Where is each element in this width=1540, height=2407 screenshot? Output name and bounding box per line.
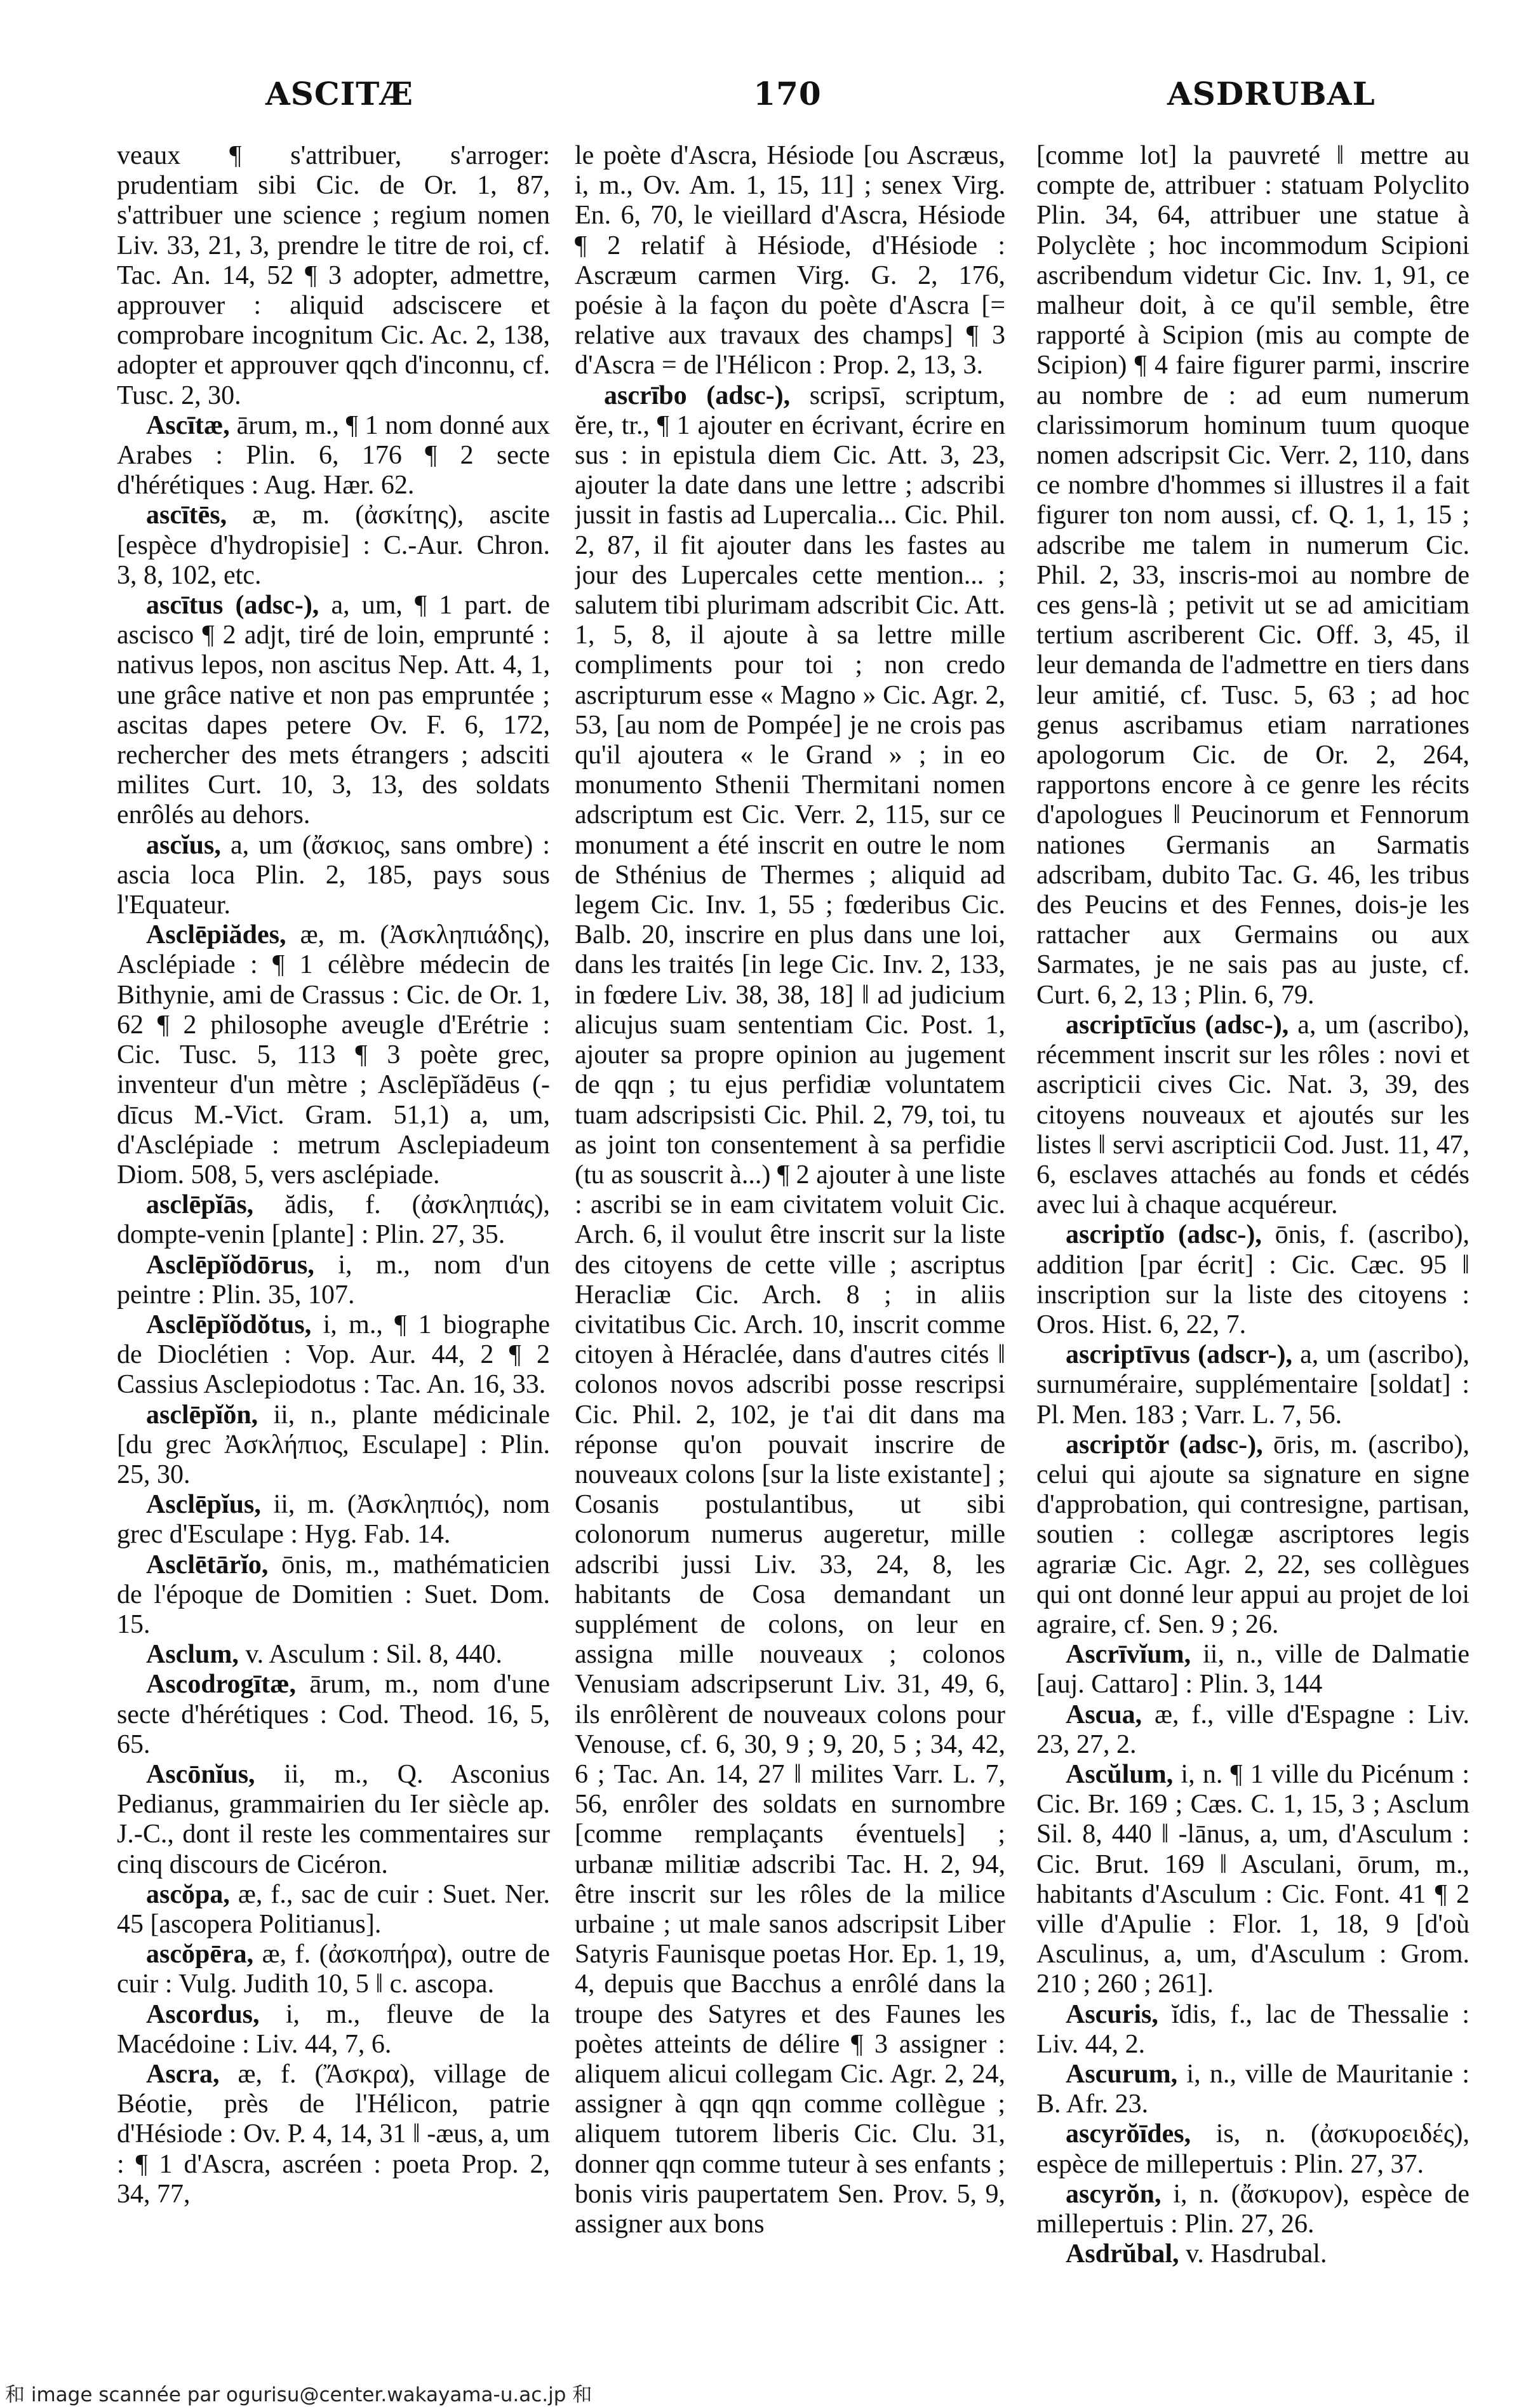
entry-continuation <box>575 141 1005 381</box>
entry-headword: ascyrŏn, <box>1066 2179 1162 2209</box>
page-number: 170 <box>753 75 822 112</box>
entry-headword: ascĭus, <box>146 830 221 860</box>
entry-text: i, m., fleuve de la Macédoine : Liv. 44, 7, 6. <box>117 1999 550 2059</box>
entry-continuation <box>117 141 550 411</box>
dictionary-entry <box>117 2060 550 2209</box>
entry-headword: ascītus (adsc-), <box>146 591 319 620</box>
entry-headword: ascriptŏr (adsc-), <box>1066 1430 1263 1459</box>
dictionary-entry <box>117 1760 550 1880</box>
entry-text: [comme lot] la pauvreté ‖ mettre au compte de, attribuer : statuam Polyclito Plin. 34, 64, attribuer une statue à Polyclète ; hoc incommodum Scipioni ascribendum videtur Cic. Inv. 1, 91, ce malheur doit, à ce qu'il semble, être rapporté à Scipion (mis au compte de Scipion) ¶ 4 faire figurer parmi, inscrire au nombre de : ad eum numerum clarissimorum hominum tuum quoque nomen adscripsit Cic. Verr. 2, 110, dans ce nombre d'hommes si illustres il a fait figurer ton nom aussi, cf. Q. 1, 1, 15 ; adscribe me talem in numerum Cic. Phil. 2, 33, inscris-moi au nombre de ces gens-là ; petivit ut se ad amicitiam tertium ascriberent Cic. Off. 3, 45, il leur demanda de l'admettre en tiers dans leur amitié, cf. Tusc. 5, 63 ; ad hoc genus ascribamus etiam narrationes apologorum Cic. de Or. 2, 264, rapportons encore à ce genre les récits d'apologues ‖ Peucinorum et Fennorum nationes Germanis an Sarmatis adscribam, dubito Tac. G. 46, les tribus des Peucins et des Fennes, dois-je les rattacher aux Germains ou aux Sarmates, je ne sais pas au juste, cf. Curt. 6, 2, 13 ; Plin. 6, 79. <box>1036 141 1470 1010</box>
entry-text: æ, f. (ἀσκοπήρα), outre de cuir : Vulg. Judith 10, 5 ‖ c. ascopa. <box>117 1940 550 1999</box>
entry-headword: Asdrŭbal, <box>1066 2239 1179 2269</box>
entry-headword: Ascurum, <box>1066 2060 1178 2089</box>
entry-text: i, n., ville de Mauritanie : B. Afr. 23. <box>1036 2060 1470 2119</box>
entry-headword: Ascordus, <box>146 1999 260 2029</box>
entry-headword: ascyrŏīdes, <box>1066 2119 1191 2149</box>
entry-headword: ascītēs, <box>146 500 227 530</box>
entry-text: i, n. ¶ 1 ville du Picénum : Cic. Br. 169 ; Cæs. C. 1, 15, 3 ; Asclum Sil. 8, 440 ‖ -lānus, a, um, d'Asculum : Cic. Brut. 169 ‖ Asculani, ōrum, m., habitants d'Asculum : Cic. Font. 41 ¶ 2 ville d'Apulie : Flor. 1, 18, 9 [d'où Asculinus, a, um, d'Asculum : Grom. 210 ; 260 ; 261]. <box>1036 1759 1470 1999</box>
entry-text: æ, f., ville d'Espagne : Liv. 23, 27, 2. <box>1036 1700 1470 1759</box>
entry-headword: ascŏpēra, <box>146 1940 254 1969</box>
entry-headword: asclēpĭās, <box>146 1190 254 1220</box>
entry-text: ōnis, f. (ascribo), addition [par écrit] : Cic. Cæc. 95 ‖ inscription sur la liste des citoyens : Oros. Hist. 6, 22, 7. <box>1036 1220 1470 1339</box>
dictionary-entry <box>117 1490 550 1550</box>
entry-headword: Ascōnĭus, <box>146 1759 255 1789</box>
dictionary-entry <box>1036 2239 1470 2269</box>
dictionary-entry <box>1036 1700 1470 1760</box>
entry-headword: Ascua, <box>1066 1700 1142 1729</box>
entry-text: v. Hasdrubal. <box>1179 2239 1327 2269</box>
entry-headword: ascŏpa, <box>146 1879 230 1909</box>
dictionary-entry <box>1036 1220 1470 1340</box>
dictionary-entry <box>117 1310 550 1400</box>
dictionary-entry <box>117 831 550 921</box>
entry-text: æ, m. (Ἀσκληπιάδης), Asclépiade : ¶ 1 célèbre médecin de Bithynie, ami de Crassus : Cic. de Or. 1, 62 ¶ 2 philosophe aveugle d'Erétrie : Cic. Tusc. 5, 113 ¶ 3 poète grec, inventeur d'un mètre ; Asclēpĭădēus (-dīcus M.-Vict. Gram. 51,1) a, um, d'Asclépiade : metrum Asclepiadeum Diom. 508, 5, vers asclépiade. <box>117 920 550 1190</box>
entry-headword: Ascŭlum, <box>1066 1759 1174 1789</box>
entry-headword: Asclēpĭŏdōrus, <box>146 1250 314 1280</box>
entry-text: a, um (ἄσκιος, sans ombre) : ascia loca Plin. 2, 185, pays sous l'Equateur. <box>117 830 550 920</box>
entry-text: æ, f., sac de cuir : Suet. Ner. 45 [ascopera Politianus]. <box>117 1879 550 1939</box>
entry-text: veaux ¶ s'attribuer, s'arroger: prudentiam sibi Cic. de Or. 1, 87, s'attribuer une science ; regium nomen Liv. 33, 21, 3, prendre le titre de roi, cf. Tac. An. 14, 52 ¶ 3 adopter, admettre, approuver : aliquid adsciscere et comprobare incognitum Cic. Ac. 2, 138, adopter et approuver qqch d'inconnu, cf. Tusc. 2, 30. <box>117 141 550 410</box>
entry-text: ōnis, m., mathématicien de l'époque de Domitien : Suet. Dom. 15. <box>117 1550 550 1639</box>
dictionary-entry <box>117 1250 550 1310</box>
dictionary-entry <box>575 381 1005 2240</box>
dictionary-entry <box>1036 2000 1470 2060</box>
entry-text: ārum, m., nom d'une secte d'hérétiques : Cod. Theod. 16, 5, 65. <box>117 1670 550 1759</box>
entry-headword: asclēpĭŏn, <box>146 1400 258 1430</box>
dictionary-entry <box>117 1880 550 1940</box>
dictionary-entry <box>1036 1010 1470 1220</box>
column-2 <box>575 141 1005 2338</box>
entry-text: a, um, ¶ 1 part. de ascisco ¶ 2 adjt, tiré de loin, emprunté : nativus lepos, non ascitus Nep. Att. 4, 1, une grâce native et non pas empruntée ; ascitas dapes petere Ov. F. 6, 172, rechercher des mets étrangers ; adsciti milites Curt. 10, 3, 13, des soldats enrôlés au dehors. <box>117 591 550 830</box>
entry-headword: Asclum, <box>146 1640 239 1670</box>
entry-headword: Asclēpĭus, <box>146 1490 261 1520</box>
entry-headword: Ascrīvĭum, <box>1066 1640 1191 1670</box>
entry-text: æ, f. (Ἄσκρα), village de Béotie, près de l'Hélicon, patrie d'Hésiode : Ov. P. 4, 14, 31 ‖ -æus, a, um : ¶ 1 d'Ascra, ascréen : poeta Prop. 2, 34, 77, <box>117 2060 550 2209</box>
dictionary-entry <box>1036 1640 1470 1700</box>
entry-headword: Ascuris, <box>1066 1999 1158 2029</box>
entry-text: ārum, m., ¶ 1 nom donné aux Arabes : Plin. 6, 176 ¶ 2 secte d'hérétiques : Aug. Hær. 62. <box>117 410 550 500</box>
dictionary-entry <box>117 1190 550 1250</box>
entry-text: a, um (ascribo), surnuméraire, supplémentaire [soldat] : Pl. Men. 183 ; Varr. L. 7, 56. <box>1036 1340 1470 1430</box>
entry-text: ădis, f. (ἀσκληπιάς), dompte-venin [plante] : Plin. 27, 35. <box>117 1190 550 1250</box>
dictionary-entry <box>1036 1430 1470 1640</box>
dictionary-entry <box>1036 1340 1470 1430</box>
column-3 <box>1036 141 1470 2338</box>
dictionary-entry <box>117 591 550 831</box>
entry-text: ii, m., Q. Asconius Pedianus, grammairien du Ier siècle ap. J.-C., dont il reste les commentaires sur cinq discours de Cicéron. <box>117 1759 550 1879</box>
entry-text: i, n. (ἄσκυρον), espèce de millepertuis : Plin. 27, 26. <box>1036 2179 1470 2239</box>
dictionary-entry <box>117 920 550 1190</box>
scan-credit-footer: 和 image scannée par ogurisu@center.wakayama-u.ac.jp 和 <box>5 2384 593 2406</box>
dictionary-entry <box>117 2000 550 2060</box>
dictionary-entry <box>1036 2180 1470 2239</box>
entry-text: i, m., ¶ 1 biographe de Dioclétien : Vop. Aur. 44, 2 ¶ 2 Cassius Asclepiodotus : Tac. An. 16, 33. <box>117 1310 550 1400</box>
entry-headword: ascriptīcĭus (adsc-), <box>1066 1010 1289 1040</box>
running-head-right: ASDRUBAL <box>1167 75 1376 112</box>
entry-text: ii, n., ville de Dalmatie [auj. Cattaro] : Plin. 3, 144 <box>1036 1640 1470 1700</box>
entry-headword: ascriptīvus (adscr-), <box>1066 1340 1293 1370</box>
dictionary-entry <box>117 1640 550 1670</box>
dictionary-entry <box>117 411 550 501</box>
entry-text: ii, n., plante médicinale [du grec Ἀσκλήπιος, Esculape] : Plin. 25, 30. <box>117 1400 550 1489</box>
dictionary-entry <box>117 1670 550 1760</box>
entry-text: scripsī, scriptum, ĕre, tr., ¶ 1 ajouter en écrivant, écrire en sus : in epistula diem Cic. Att. 3, 23, ajouter la date dans une lettre ; adscribi jussit in fastis ad Lupercalia... Cic. Phil. 2, 87, il fit ajouter dans les fastes au jour des Lupercales cette mention... ; salutem tibi plurimam adscribit Cic. Att. 1, 5, 8, il ajoute à sa lettre mille compliments pour toi ; non credo ascripturum esse « Magno » Cic. Agr. 2, 53, [au nom de Pompée] je ne crois pas qu'il ajoutera « le Grand » ; in eo monumento Sthenii Thermitani nomen adscriptum est Cic. Verr. 2, 115, sur ce monument a été inscrit en outre le nom de Sthénius de Thermes ; aliquid ad legem Cic. Inv. 1, 55 ; fœderibus Cic. Balb. 20, inscrire en plus dans une loi, dans les traités [in lege Cic. Inv. 2, 133, in fœdere Liv. 38, 38, 18] ‖ ad judicium alicujus suam sententiam Cic. Post. 1, ajouter sa propre opinion au jugement de qqn ; tu ejus perfidiæ voluntatem tuam adscripsisti Cic. Phil. 2, 79, toi, tu as joint ton consentement à sa perfidie (tu as souscrit à...) ¶ 2 ajouter à une liste : ascribi se in eam civitatem voluit Cic. Arch. 6, il voulut être inscrit sur la liste des citoyens de cette ville ; ascriptus Heracliæ Cic. Arch. 8 ; in aliis civitatibus Cic. Arch. 10, inscrit comme citoyen à Héraclée, dans d'autres cités ‖ colonos novos adscribi posse rescripsi Cic. Phil. 2, 102, je t'ai dit dans ma réponse qu'on pouvait inscrire de nouveaux colons [sur la liste existante] ; Cosanis postulantibus, ut sibi colonorum numerus augeretur, mille adscribi jussi Liv. 33, 24, 8, les habitants de Cosa demandant un supplément de colons, on leur en assigna mille nouveaux ; colonos Venusiam adscripserunt Liv. 31, 49, 6, ils enrôlèrent de nouveaux colons pour Venouse, cf. 6, 30, 9 ; 9, 20, 5 ; 34, 42, 6 ; Tac. An. 14, 27 ‖ milites Varr. L. 7, 56, enrôler des soldats en surnombre [comme remplaçants éventuels] ; urbanæ militiæ adscribi Tac. H. 2, 94, être inscrit sur les rôles de la milice urbaine ; ut male sanos adscripsit Liber Satyris Faunisque poetas Hor. Ep. 1, 19, 4, depuis que Bacchus a enrôlé dans la troupe des Satyres et des Faunes les poètes atteints de délire ¶ 3 assigner : aliquem alicui collegam Cic. Agr. 2, 24, assigner à qqn qqn comme collègue ; aliquem tutorem liberis Cic. Clu. 31, donner qqn comme tuteur à ses enfants ; bonis viris paupertatem Sen. Prov. 5, 9, assigner aux bons <box>575 380 1005 2239</box>
entry-text: le poète d'Ascra, Hésiode [ou Ascræus, i, m., Ov. Am. 1, 15, 11] ; senex Virg. En. 6, 70, le vieillard d'Ascra, Hésiode ¶ 2 relatif à Hésiode, d'Hésiode : Ascræum carmen Virg. G. 2, 176, poésie à la façon du poète d'Ascra [= relative aux travaux des champs] ¶ 3 d'Ascra = de l'Hélicon : Prop. 2, 13, 3. <box>575 141 1005 380</box>
entry-text: ii, m. (Ἀσκληπιός), nom grec d'Esculape : Hyg. Fab. 14. <box>117 1490 550 1550</box>
entry-headword: Ascodrogītæ, <box>146 1670 297 1700</box>
entry-text: i, m., nom d'un peintre : Plin. 35, 107. <box>117 1250 550 1310</box>
entry-headword: Asclēpĭŏdŏtus, <box>146 1310 312 1339</box>
column-1 <box>117 141 550 2338</box>
dictionary-entry <box>117 500 550 591</box>
entry-text: v. Asculum : Sil. 8, 440. <box>238 1640 502 1670</box>
entry-headword: Asclēpiădes, <box>146 920 286 950</box>
entry-headword: ascriptĭo (adsc-), <box>1066 1220 1262 1250</box>
dictionary-entry <box>117 1940 550 1999</box>
entry-text: ĭdis, f., lac de Thessalie : Liv. 44, 2. <box>1036 1999 1470 2059</box>
entry-text: ōris, m. (ascribo), celui qui ajoute sa signature en signe d'approbation, qui contresigne, partisan, soutien : collegæ ascriptores legis agrariæ Cic. Agr. 2, 22, ses collègues qui ont donné leur appui au projet de loi agraire, cf. Sen. 9 ; 26. <box>1036 1430 1470 1639</box>
entry-text: æ, m. (ἀσκίτης), ascite [espèce d'hydropisie] : C.-Aur. Chron. 3, 8, 102, etc. <box>117 500 550 590</box>
dictionary-entry <box>117 1550 550 1640</box>
dictionary-entry <box>1036 1760 1470 2000</box>
running-head-left: ASCITÆ <box>265 75 414 112</box>
entry-text: is, n. (ἀσκυροειδές), espèce de millepertuis : Plin. 27, 37. <box>1036 2119 1470 2179</box>
entry-text: a, um (ascribo), récemment inscrit sur les rôles : novi et ascripticii cives Cic. Nat. 3, 39, des citoyens nouveaux et ajoutés sur les listes ‖ servi ascripticii Cod. Just. 11, 47, 6, esclaves attachés au fonds et cédés avec lui à chaque acquéreur. <box>1036 1010 1470 1220</box>
entry-headword: ascrībo (adsc-), <box>604 380 791 410</box>
dictionary-entry <box>1036 2060 1470 2119</box>
entry-continuation <box>1036 141 1470 1010</box>
entry-headword: Ascra, <box>146 2060 220 2089</box>
dictionary-entry <box>117 1400 550 1491</box>
entry-headword: Asclētārĭo, <box>146 1550 269 1579</box>
entry-headword: Ascītæ, <box>146 410 230 440</box>
dictionary-entry <box>1036 2119 1470 2179</box>
